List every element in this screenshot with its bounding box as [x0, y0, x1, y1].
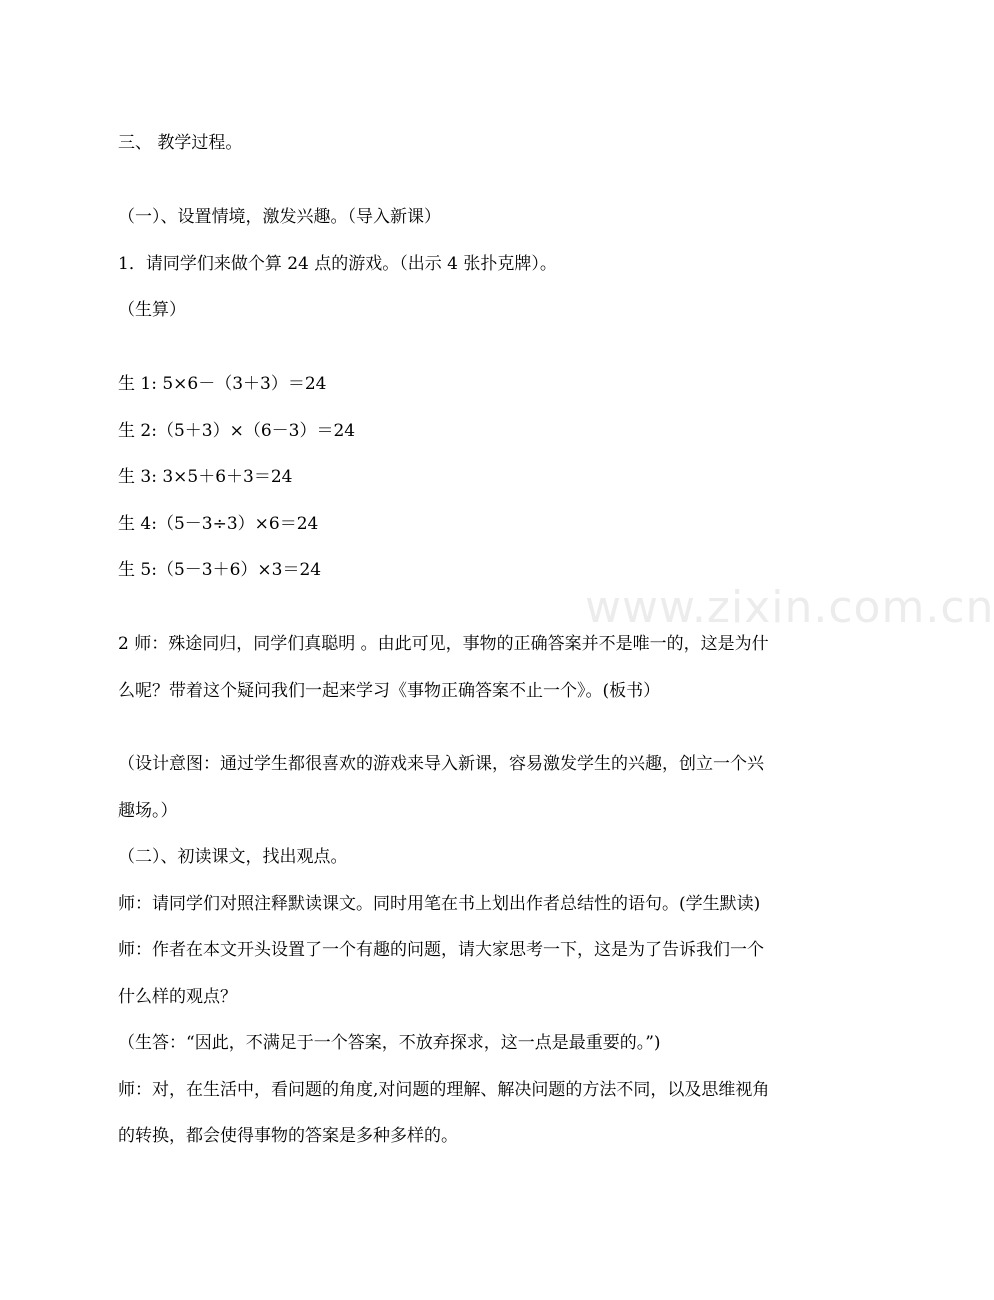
- answer-line: 生 5:（5－3＋6）×3＝24: [118, 560, 322, 580]
- teacher-question-line: 什么样的观点？: [118, 987, 237, 1007]
- item1-text: 1．请同学们来做个算 24 点的游戏。（出示 4 张扑克牌）。: [118, 254, 557, 274]
- teacher-intro-line: 2 师：殊途同归，同学们真聪明 。由此可见，事物的正确答案并不是唯一的，这是为什: [118, 634, 769, 654]
- answer-line: 生 1: 5×6－（3＋3）＝24: [118, 374, 327, 394]
- design-intent-line: （设计意图：通过学生都很喜欢的游戏来导入新课，容易激发学生的兴趣，创立一个兴: [118, 754, 764, 774]
- students-calc: （生算）: [118, 300, 186, 320]
- student-answer: （生答：“因此，不满足于一个答案，不放弃探求，这一点是最重要的。”): [118, 1033, 661, 1053]
- answer-line: 生 2:（5＋3）×（6－3）＝24: [118, 421, 356, 441]
- teacher-intro-line: 么呢？带着这个疑问我们一起来学习《事物正确答案不止一个》。(板书）: [118, 681, 661, 701]
- answer-line: 生 4:（5－3÷3）×6＝24: [118, 514, 319, 534]
- watermark: www.zixin.com.cn: [585, 582, 994, 633]
- teacher-summary-line: 的转换，都会使得事物的答案是多种多样的。: [118, 1126, 458, 1146]
- part1-title: （一）、设置情境，激发兴趣。（导入新课）: [118, 207, 441, 227]
- section-title: 三、 教学过程。: [118, 133, 243, 153]
- answer-line: 生 3: 3×5＋6＋3＝24: [118, 467, 293, 487]
- teacher-question-line: 师：作者在本文开头设置了一个有趣的问题，请大家思考一下，这是为了告诉我们一个: [118, 940, 764, 960]
- part2-title: （二）、初读课文，找出观点。: [118, 847, 348, 867]
- teacher-summary-line: 师：对，在生活中，看问题的角度,对问题的理解、解决问题的方法不同，以及思维视角: [118, 1080, 770, 1100]
- design-intent-line: 趣场。）: [118, 801, 178, 821]
- teacher-read: 师：请同学们对照注释默读课文。同时用笔在书上划出作者总结性的语句。(学生默读): [118, 894, 761, 914]
